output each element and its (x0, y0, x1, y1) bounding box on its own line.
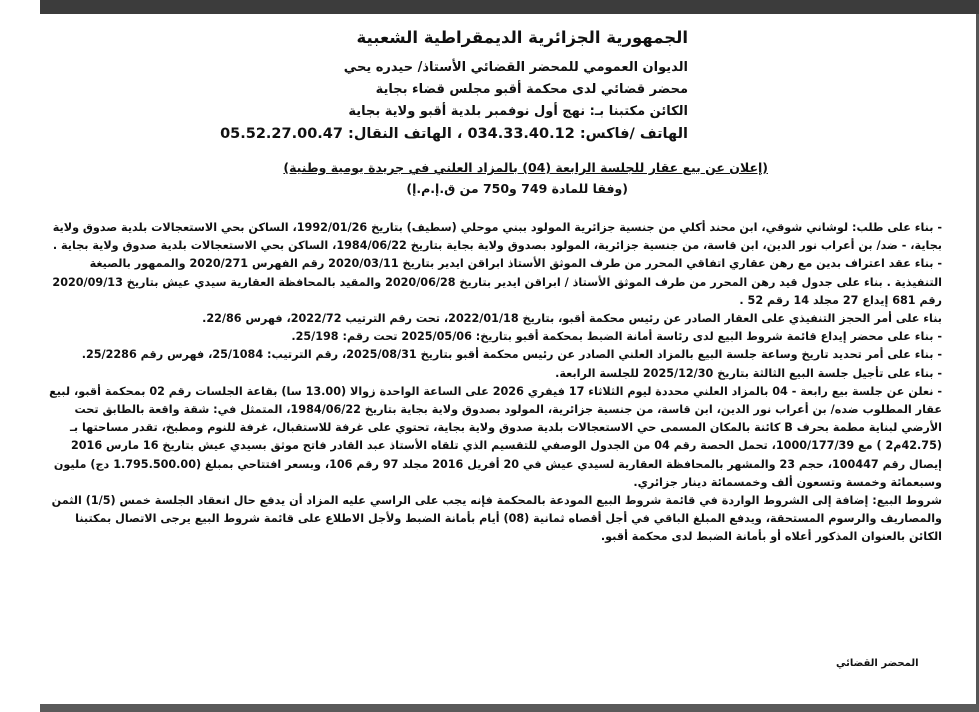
phones-line: الهاتف /فاكس: 034.33.40.12 ، الهاتف النقال: 05.52.27.00.47 (220, 126, 688, 142)
paragraph-sale-announcement: - نعلن عن جلسة بيع رابعة - 04 بالمزاد العلني محددة ليوم الثلاثاء 17 فيفري 2026 على الساعة الواحدة زوالا (13.00 سا) بقاعة الجلسات رقم 02 بمحكمة أقبو، لبيع عقار المطلوب ضده/ بن أعراب نور الدين، ابن قاسة، من جنسية جزائرية، المولود بصدوق ولاية بجاية بتاريخ 1984/06/22، المتمثل في: شقة واقعة بالطابق تحت الأرضي لبناية مطمة بحرف B كائنة بالمكان المسمى حي الاستعجالات بلدية صدوق ولاية بجاية، تحتوي على غرفة للاستقبال، غرفة للنوم ومطبخ، تقدر مساحتها بـ (42.75م2 ) مع 1000/177/39، تحمل الحصة رقم 04 من الجدول الوصفي للتقسيم الذي تلقاه الأستاذ عبد القادر فاتح موثق بسيدي عيش بتاريخ 16 مارس 2016 إيصال رقم 100447، حجم 23 والمشهر بالمحافظة العقارية لسيدي عيش في 20 أفريل 2016 مجلد 97 رقم 106، وبسعر افتتاحي بمبلغ (1.795.500.00 دج) مليون وسبعمائة وخمسة وتسعون ألف وخمسمائة دينار جزائري. (49, 384, 942, 489)
paragraph-postponement: - بناء على تأجيل جلسة البيع الثالثة بتاريخ 2025/12/30 للجلسة الرابعة. (555, 366, 942, 380)
office-line: الديوان العمومي للمحضر القضائي الأستاذ/ حيدره يحي (343, 60, 688, 75)
republic-heading: الجمهورية الجزائرية الديمقراطية الشعبية (356, 28, 688, 47)
paragraph-conditions-deposit: - بناء على محضر إيداع قائمة شروط البيع لدى رئاسة أمانة الضبط بمحكمة أقبو بتاريخ: 2025/05/06 تحت رقم: 25/198. (291, 330, 942, 344)
address-line: الكائن مكتبنا بـ: نهج أول نوفمبر بلدية أقبو ولاية بجاية (348, 104, 688, 119)
top-border-bar (40, 0, 979, 14)
paragraph-debt-contract: - بناء عقد اعتراف بدين مع رهن عقاري اتفاقي المحرر من طرف الموثق الأستاذ ابراقن ايدير بتاريخ 2020/03/11 رقم الفهرس 2020/271 والممهور بالصيغة التنفيذية . بناء على جدول قيد رهن المحرر من طرف الموثق الأستاذ / ابراقن ايدير بتاريخ 2020/06/28 والمقيد بالمحافظة العقارية سيدي عيش بتاريخ 2020/09/13 رقم 681 إيداع 27 مجلد 14 رقم 52 . (52, 257, 942, 307)
notice-body (42, 219, 942, 547)
notice-legal-basis: (وفقا للمادة 749 و750 من ق.إ.م.إ) (406, 181, 628, 196)
document-page (38, 14, 958, 704)
paragraph-request: - بناء على طلب: لوشاني شوقي، ابن محند أكلي من جنسية جزائرية المولود ببني موحلي (سطيف) بتاريخ 1992/01/26، الساكن بحي الاستعجالات بلدية صدوق ولاية بجاية، - ضد/ بن أعراب نور الدين، ابن قاسة، من جنسية جزائرية، المولود بصدوق ولاية بجاية بتاريخ 1984/06/22، الساكن بحي الاستعجالات بلدية صدوق ولاية بجاية . (52, 221, 942, 253)
paragraph-sale-conditions: شروط البيع: إضافة إلى الشروط الواردة في قائمة شروط البيع المودعة بالمحكمة فإنه يجب على الراسي عليه المزاد أن يدفع حال انعقاد الجلسة خمس (1/5) الثمن والمصاريف والرسوم المستحقة، ويدفع المبلغ الباقي في أجل أقصاه ثمانية (08) أيام بأمانة الضبط ولأجل الاطلاع على قائمة شروط البيع يرجى الاتصال بمكتبنا الكائن بالعنوان المذكور أعلاه أو بأمانة الضبط لدى محكمة أقبو. (51, 494, 942, 544)
paragraph-seizure-order: بناء على أمر الحجز التنفيذي على العقار الصادر عن رئيس محكمة أقبو، بتاريخ 2022/01/18، تحت رقم الترتيب 2022/72، فهرس 22/86. (202, 312, 942, 326)
paragraph-session-order: - بناء على أمر تحديد تاريخ وساعة جلسة البيع بالمزاد العلني الصادر عن رئيس محكمة أقبو بتاريخ 2025/08/31، رقم الترتيب: 25/1084، فهرس رقم 25/2286. (81, 348, 942, 362)
court-line: محضر قضائي لدى محكمة أقبو مجلس قضاء بجاية (375, 82, 688, 97)
bailiff-signature: المحضر القضائي (836, 658, 919, 669)
notice-title: (إعلان عن بيع عقار للجلسة الرابعة (04) بالمزاد العلني في جريدة يومية وطنية) (283, 160, 768, 175)
bottom-border-bar (40, 704, 979, 712)
